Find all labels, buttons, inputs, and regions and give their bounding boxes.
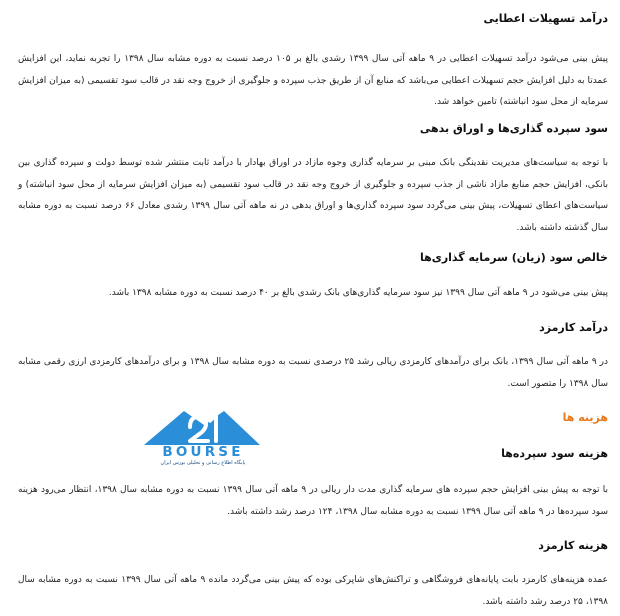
section-deposit-interest-expense	[0, 446, 620, 523]
section-title: خالص سود (زیان) سرمایه گذاری‌ها	[419, 251, 608, 264]
section-body: پیش بینی می‌شود درآمد تسهیلات اعطایی در ۹ ماهه آتی سال ۱۳۹۹ رشدی بالغ بر ۱۰۵ درصد نسبت به دوره مشابه سال ۱۳۹۸ را تجربه نماید، این افزایش عمدتا به دلیل افزایش حجم تسهیلات اعطایی می‌باشد که منابع آن از طریق جذب سپرده و جلوگیری از خروج وجه نقد در قالب سود تقسیمی (به میزان افزایش سرمایه از محل سود انباشته) تامین خواهد شد.	[18, 54, 608, 107]
section-body: با توجه به سیاست‌های مدیریت نقدینگی بانک مبنی بر سرمایه گذاری وجوه مازاد در اوراق بهادار با درآمد ثابت منتشر شده توسط دولت و سپرده گذاری بین بانکی، افزایش حجم منابع مازاد ناشی از جذب سپرده و جلوگیری از خروج وجه نقد در قالب سود تقسیمی (به میزان افزایش سرمایه از محل سود انباشته) و سیاست‌های اعطای تسهیلات، پیش بینی می‌گردد سود سپرده گذاری‌ها و اوراق بدهی در نه ماهه آتی سال ۱۳۹۹ رشدی معادل ۶۶ درصد نسبت به دوره مشابه سال گذشته داشته باشد.	[18, 158, 608, 233]
section-title: هزینه سود سپرده‌ها	[501, 447, 608, 460]
section-deposit-investment-income	[0, 121, 620, 239]
section-body: عمده هزینه‌های کارمزد بابت پایانه‌های فروشگاهی و تراکنش‌های شاپرکی بوده که پیش بینی می‌گردد مانده ۹ ماهه آتی سال ۱۳۹۹ نسبت به دوره مشابه سال ۱۳۹۸، ۲۵ درصد رشد داشته باشد.	[18, 575, 608, 607]
section-body: در ۹ ماهه آتی سال ۱۳۹۹، بانک برای درآمدهای کارمزدی ریالی رشد ۲۵ درصدی نسبت به دوره مشابه سال ۱۳۹۸ و برای درآمدهای کارمزدی ارزی رقمی مشابه سال ۱۳۹۸ را متصور است.	[18, 357, 608, 389]
section-fee-income	[0, 320, 620, 395]
bourse-logo	[140, 405, 264, 471]
logo-wordmark: BOURSE	[162, 444, 244, 460]
section-net-investment-gain	[0, 250, 620, 305]
section-title: هزینه کارمزد	[538, 539, 608, 552]
section-fee-expense	[0, 538, 620, 613]
section-body: پیش بینی می‌شود در ۹ ماهه آتی سال ۱۳۹۹ نیز سود سرمایه گذاری‌های بانک رشدی بالغ بر ۴۰ درصد نسبت به دوره مشابه ۱۳۹۸ باشد.	[108, 288, 608, 298]
section-expenses	[0, 410, 620, 426]
section-title: سود سپرده گذاری‌ها و اوراق بدهی	[419, 122, 608, 135]
bourse-emblem-icon	[140, 405, 264, 447]
section-title: درآمد کارمزد	[539, 321, 608, 334]
section-title: درآمد تسهیلات اعطایی	[483, 12, 608, 25]
section-title-accent: هزینه ها	[562, 411, 608, 424]
section-revenue-facilities	[0, 11, 620, 114]
logo-tagline: پایگاه اطلاع رسانی و تحلیلی بورس ایران	[160, 460, 246, 466]
section-body: با توجه به پیش بینی افزایش حجم سپرده های سرمایه گذاری مدت دار ریالی در ۹ ماهه آتی سال ۱۳۹۹ نسبت به دوره مشابه سال ۱۳۹۸، انتظار می‌رود هزینه سود سپرده‌ها در ۹ ماهه آتی سال ۱۳۹۹ نسبت به دوره مشابه سال ۱۳۹۸، ۱۲۴ درصد رشد داشته باشد.	[18, 485, 608, 517]
